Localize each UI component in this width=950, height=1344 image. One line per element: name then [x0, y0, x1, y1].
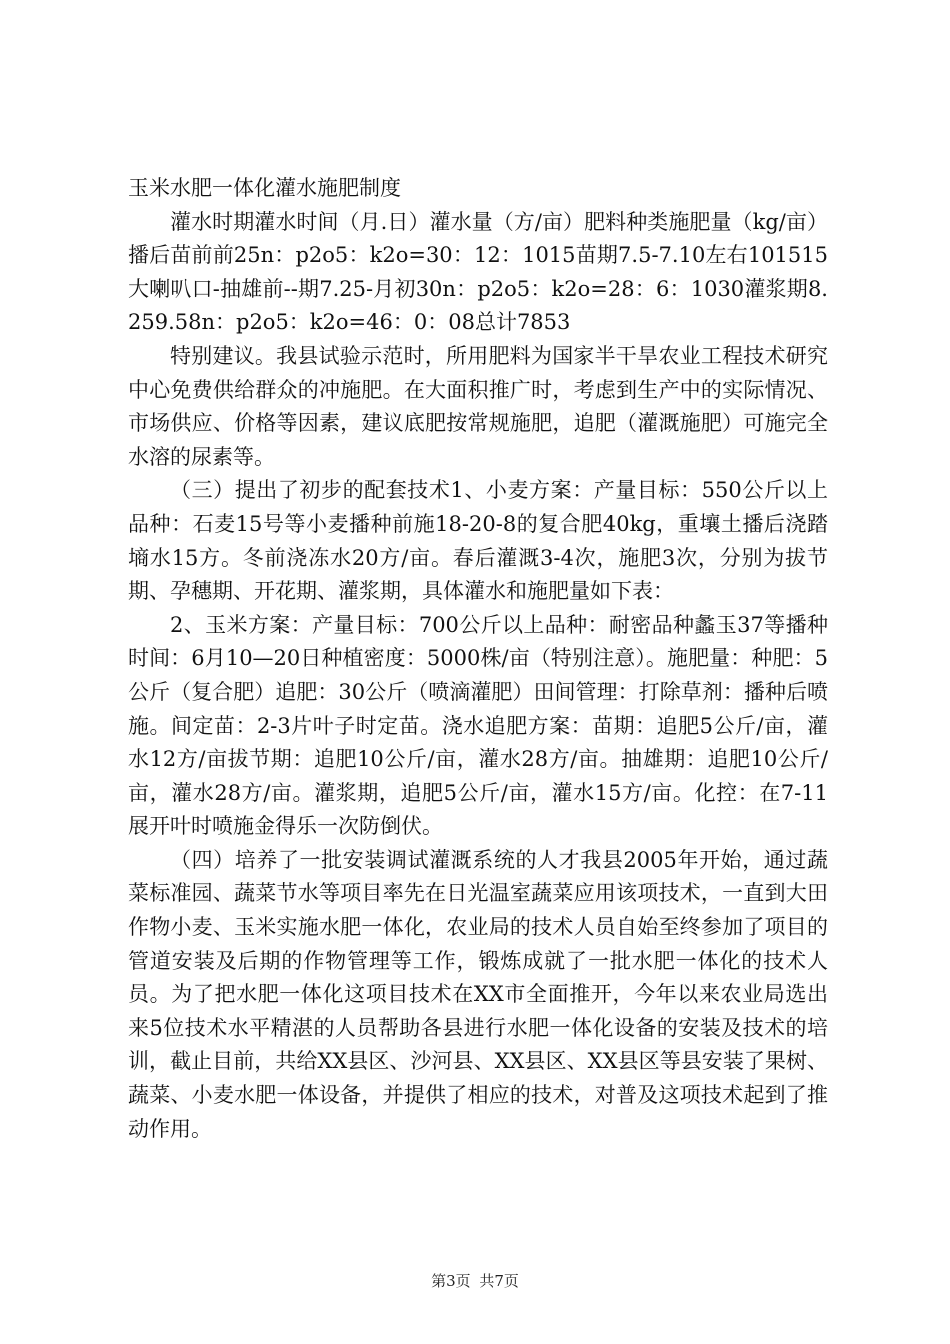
page-total: 共7页 — [479, 1272, 519, 1290]
page-footer — [0, 1270, 950, 1291]
document-body — [128, 172, 828, 1146]
paragraph-corn-plan: 2、玉米方案：产量目标：700公斤以上品种：耐密品种蠡玉37等播种时间：6月10—20日种植密度：5000株/亩（特别注意）。施肥量：种肥：5公斤（复合肥）追肥：30公斤（喷滴灌肥）田间管理：打除草剂：播种后喷施。间定苗：2-3片叶子时定苗。浇水追肥方案：苗期：追肥5公斤/亩，灌水12方/亩拔节期：追肥10公斤/亩，灌水28方/亩。抽雄期：追肥10公斤/亩，灌水28方/亩。灌浆期，追肥5公斤/亩，灌水15方/亩。化控：在7-11展开叶时喷施金得乐一次防倒伏。 — [128, 612, 828, 839]
page-number: 第3页 — [431, 1272, 471, 1290]
paragraph-wheat-plan: （三）提出了初步的配套技术1、小麦方案：产量目标：550公斤以上品种：石麦15号等小麦播种前施18-20-8的复合肥40kg，重壤土播后浇踏墒水15方。冬前浇冻水20方/亩。春后灌溉3-4次，施肥3次，分别为拔节期、孕穗期、开花期、灌浆期，具体灌水和施肥量如下表： — [128, 478, 828, 604]
paragraph-special-advice: 特别建议。我县试验示范时，所用肥料为国家半干旱农业工程技术研究中心免费供给群众的冲施肥。在大面积推广时，考虑到生产中的实际情况、市场供应、价格等因素，建议底肥按常规施肥，追肥（灌溉施肥）可施完全水溶的尿素等。 — [128, 343, 828, 469]
paragraph-irrigation-schedule: 灌水时期灌水时间（月.日）灌水量（方/亩）肥料种类施肥量（kg/亩）播后苗前前25n：p2o5：k2o=30：12：1015苗期7.5-7.10左右101515大喇叭口-抽雄前--期7.25-月初30n：p2o5：k2o=28：6：1030灌浆期8.259.58n：p2o5：k2o=46：0：08总计7853 — [128, 209, 828, 335]
document-title: 玉米水肥一体化灌水施肥制度 — [128, 176, 401, 200]
paragraph-talent-training: （四）培养了一批安装调试灌溉系统的人才我县2005年开始，通过蔬菜标准园、蔬菜节水等项目率先在日光温室蔬菜应用该项技术，一直到大田作物小麦、玉米实施水肥一体化，农业局的技术人员自始至终参加了项目的管道安装及后期的作物管理等工作，锻炼成就了一批水肥一体化的技术人员。为了把水肥一体化这项目技术在XX市全面推开，今年以来农业局选出来5位技术水平精湛的人员帮助各县进行水肥一体化设备的安装及技术的培训，截止目前，共给XX县区、沙河县、XX县区、XX县区等县安装了果树、蔬菜、小麦水肥一体设备，并提供了相应的技术，对普及这项技术起到了推动作用。 — [128, 847, 828, 1141]
